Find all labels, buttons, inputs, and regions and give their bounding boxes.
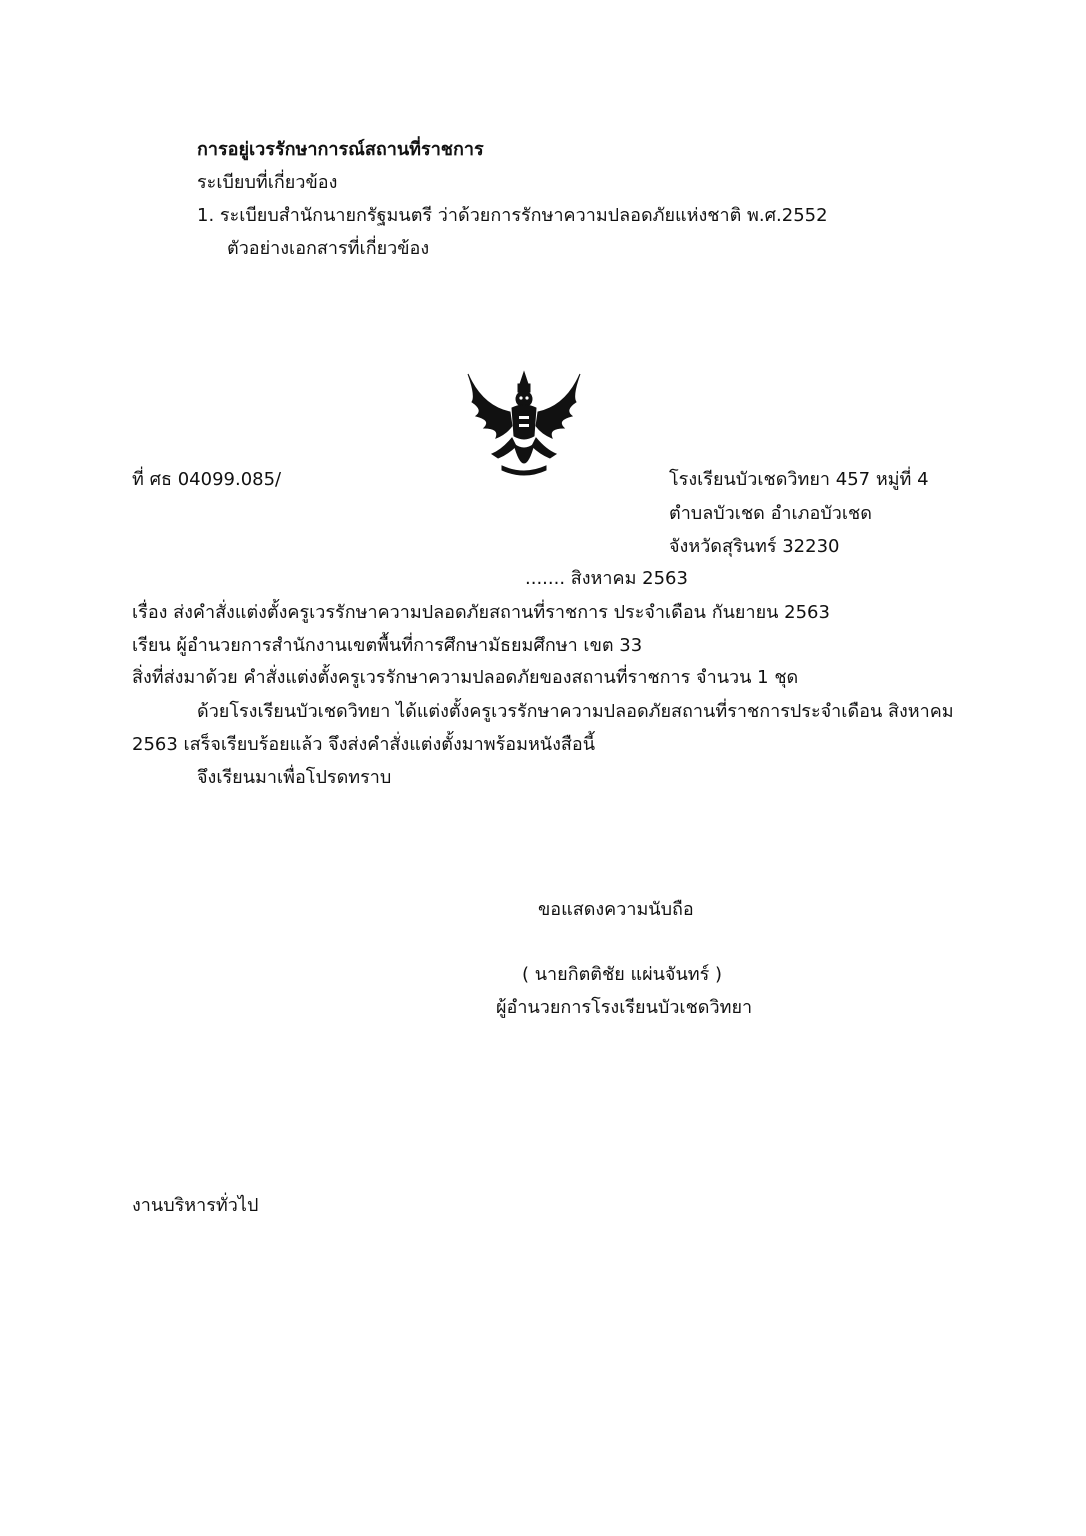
closing-line: จึงเรียนมาเพื่อโปรดทราบ	[197, 767, 392, 788]
body-paragraph-line-1: ด้วยโรงเรียนบัวเชดวิทยา ได้แต่งตั้งครูเวรรักษาความปลอดภัยสถานที่ราชการประจำเดือน สิงหาคม	[197, 701, 954, 722]
sender-address-line-2: ตำบลบัวเชด อำเภอบัวเชด	[669, 503, 872, 524]
regulations-heading: ระเบียบที่เกี่ยวข้อง	[197, 172, 338, 193]
letter-date: ....... สิงหาคม 2563	[525, 568, 688, 589]
garuda-emblem-icon	[462, 366, 586, 484]
body-paragraph-line-2: 2563 เสร็จเรียบร้อยแล้ว จึงส่งคำสั่งแต่งตั้งมาพร้อมหนังสือนี้	[132, 734, 595, 755]
salutation: ขอแสดงความนับถือ	[538, 899, 694, 920]
sample-documents-heading: ตัวอย่างเอกสารที่เกี่ยวข้อง	[227, 238, 430, 259]
sender-address-line-1: โรงเรียนบัวเชดวิทยา 457 หมู่ที่ 4	[669, 469, 929, 490]
signer-position: ผู้อำนวยการโรงเรียนบัวเชดวิทยา	[496, 997, 753, 1018]
letter-subject: เรื่อง ส่งคำสั่งแต่งตั้งครูเวรรักษาความปลอดภัยสถานที่ราชการ ประจำเดือน กันยายน 2563	[132, 602, 830, 623]
document-title: การอยู่เวรรักษาการณ์สถานที่ราชการ	[197, 139, 484, 160]
reference-number: ที่ ศธ 04099.085/	[132, 469, 282, 490]
sender-address-line-3: จังหวัดสุรินทร์ 32230	[669, 536, 840, 557]
regulation-item-1: 1. ระเบียบสำนักนายกรัฐมนตรี ว่าด้วยการรักษาความปลอดภัยแห่งชาติ พ.ศ.2552	[197, 205, 828, 226]
letter-enclosure: สิ่งที่ส่งมาด้วย คำสั่งแต่งตั้งครูเวรรักษาความปลอดภัยของสถานที่ราชการ จำนวน 1 ชุด	[132, 667, 799, 688]
letter-recipient: เรียน ผู้อำนวยการสำนักงานเขตพื้นที่การศึกษามัธยมศึกษา เขต 33	[132, 635, 643, 656]
signer-name: ( นายกิตติชัย แผ่นจันทร์ )	[522, 964, 723, 985]
department-name: งานบริหารทั่วไป	[132, 1195, 259, 1216]
